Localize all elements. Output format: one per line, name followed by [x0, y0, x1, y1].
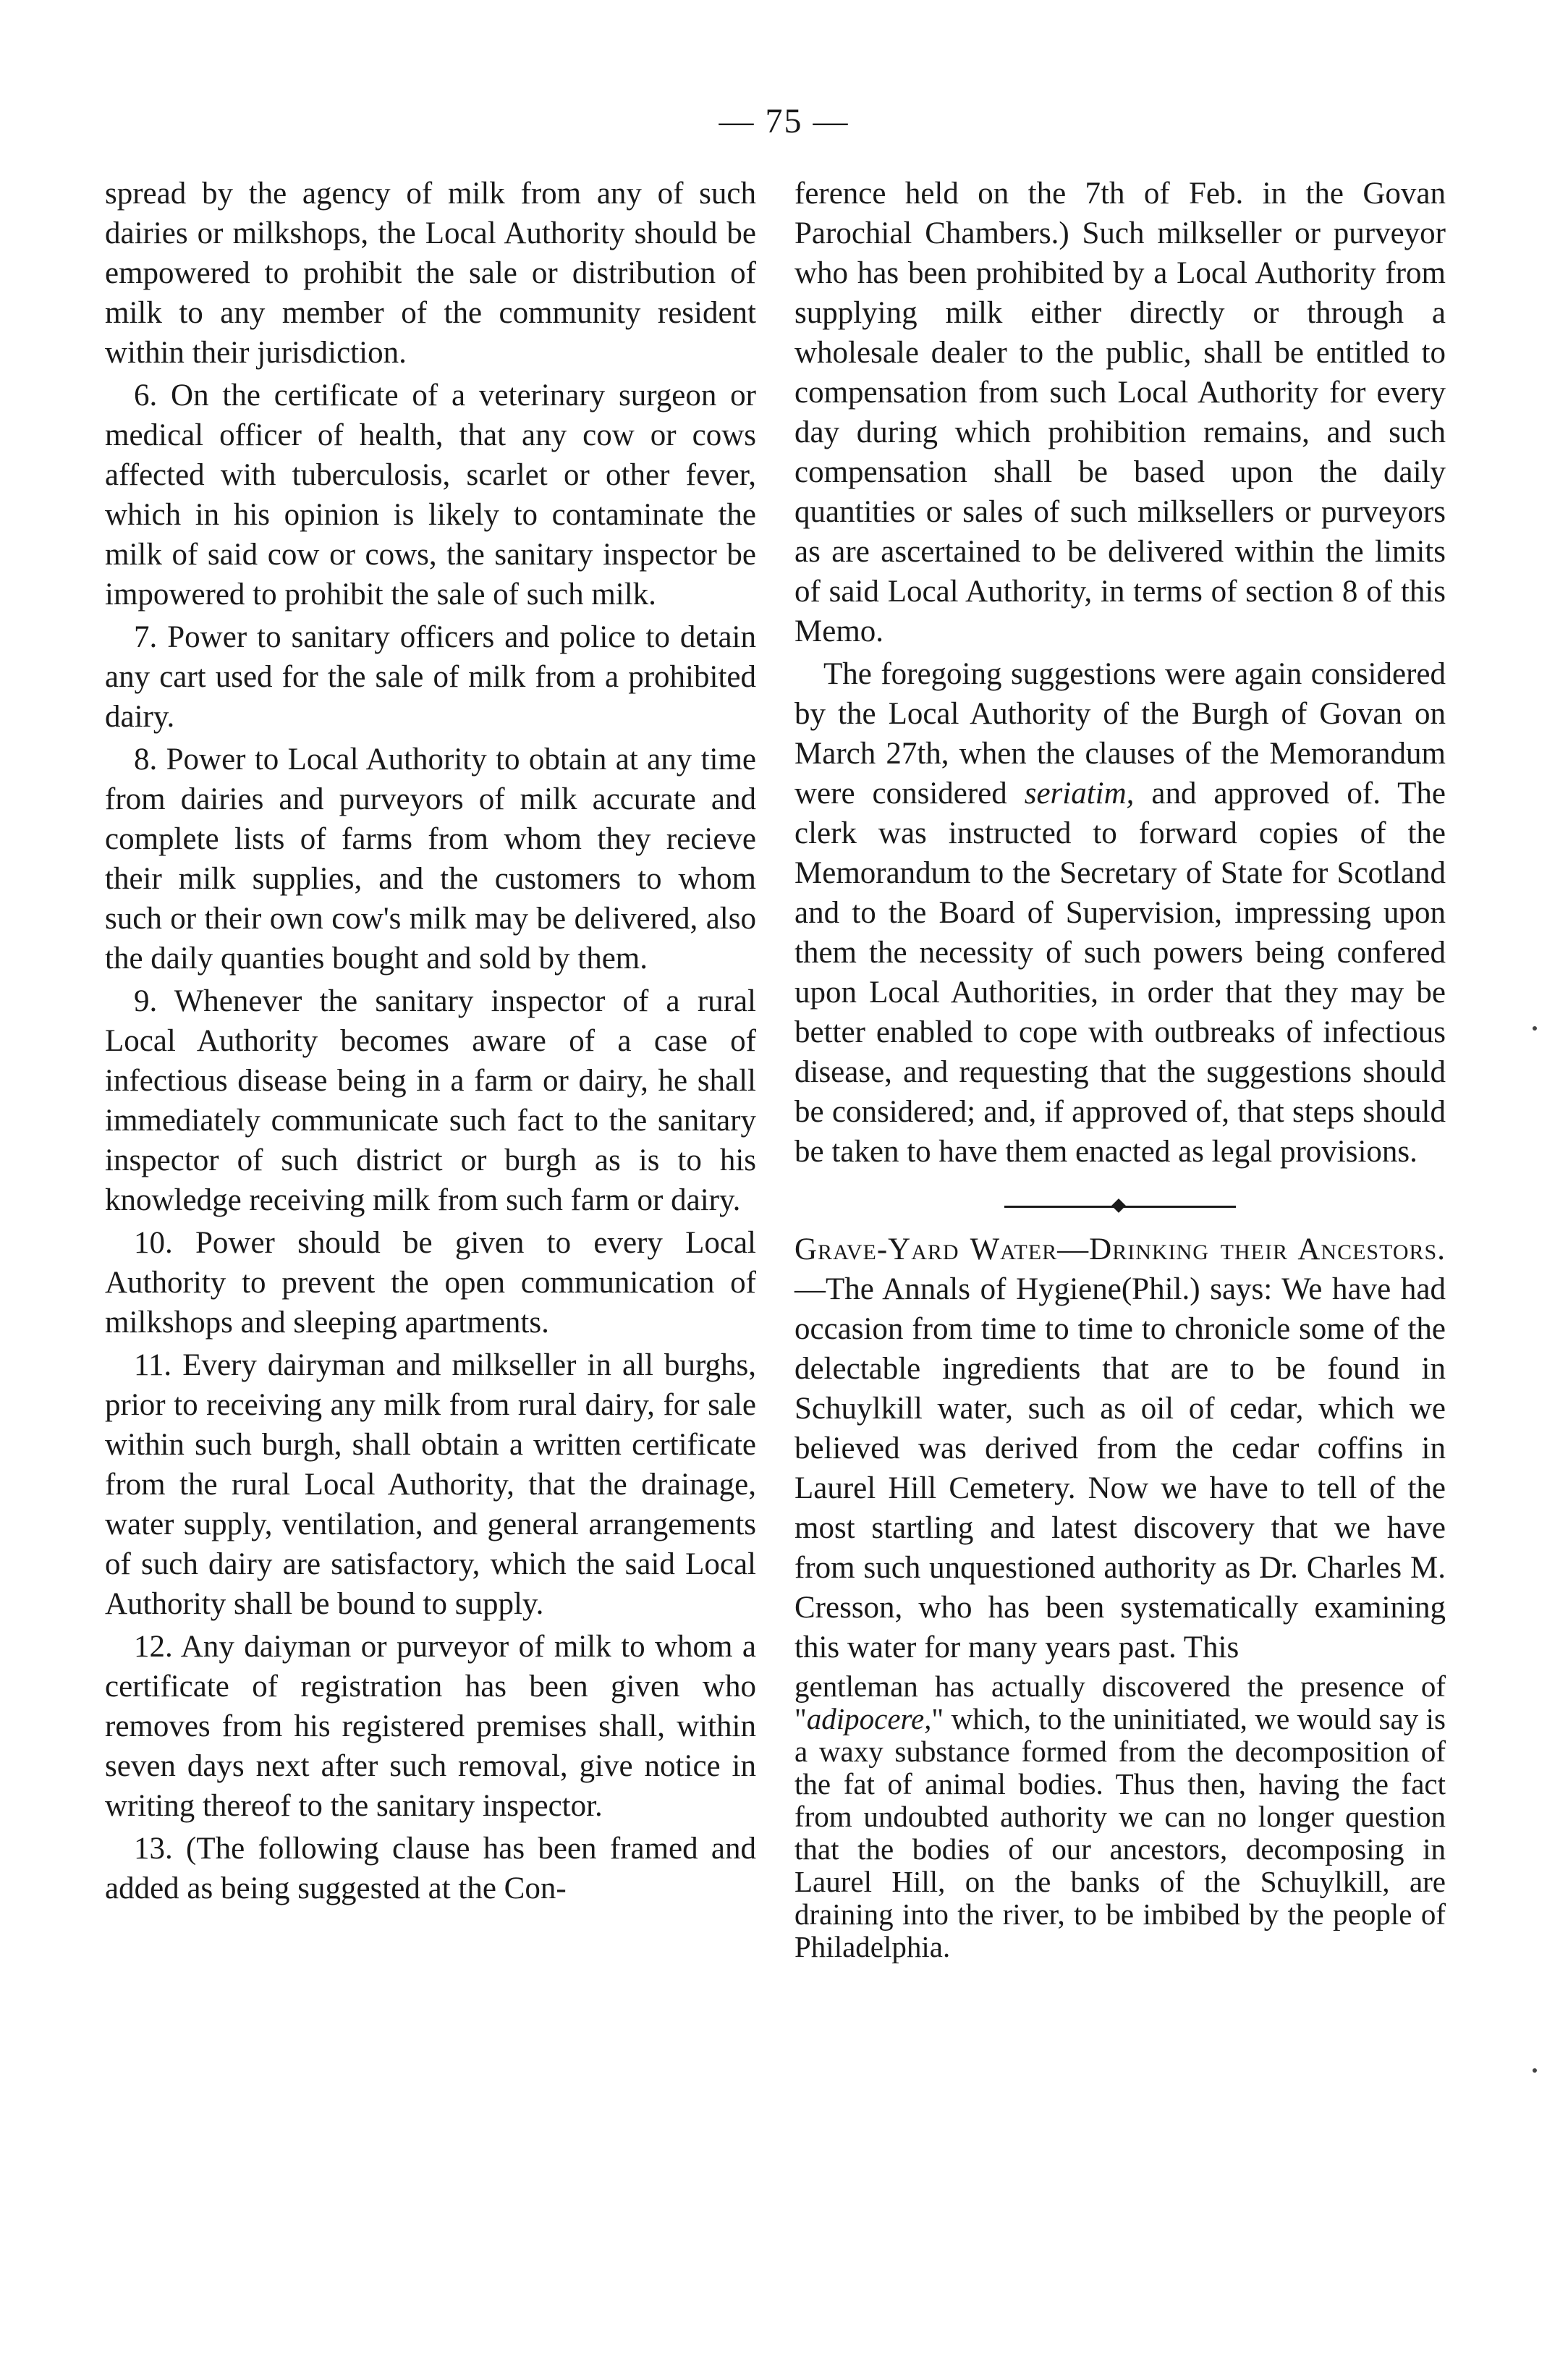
clause-13: 13. (The following clause has been framed and added as being suggested at the Con-	[105, 1832, 756, 1905]
paragraph-intro-continuation: spread by the agency of milk from any of such dairies or milkshops, the Local Authority should be empowered to prohibit the sale or distribution of milk to any member of the community resident within their jurisdiction.	[105, 177, 756, 370]
clause-7: 7. Power to sanitary officers and police to detain any cart used for the sale of milk from a prohibited dairy.	[105, 620, 756, 734]
divider-diamond-ornament	[1111, 1198, 1126, 1213]
clause-8: 8. Power to Local Authority to obtain at any time from dairies and purveyors of milk accurate and complete lists of farms from whom they recieve their milk supplies, and the customers to whom such or their own cow's milk may be delivered, also the daily quanties bought and sold by them.	[105, 742, 756, 976]
clause-11: 11. Every dairyman and milkseller in all burghs, prior to receiving any milk from rural dairy, for sale within such burgh, shall obtain a written certificate from the rural Local Authority, that the drainage, water supply, ventilation, and general arrangements of such dairy are satisfactory, which the said Local Authority shall be bound to supply.	[105, 1348, 756, 1621]
clause-9: 9. Whenever the sanitary inspector of a rural Local Authority becomes aware of a case of infectious disease being in a farm or dairy, he shall immediately communicate such fact to the sanitary inspector of such district or burgh as is to his knowledge receiving milk from such farm or dairy.	[105, 984, 756, 1217]
margin-speck	[1533, 1026, 1537, 1031]
foregoing-italic-seriatim: seriatim,	[1024, 777, 1135, 811]
article-heading: Grave-Yard Water—Drinking their Ancestors.	[794, 1232, 1446, 1266]
paragraph-foregoing	[794, 654, 1446, 1172]
article-tail-end: " which, to the uninitiated, we would say is a waxy substance formed from the decomposition of the fat of animal bodies. Thus then, having the fact from undoubted authority we can no longer question that the bodies of our ancestors, decomposing in Laurel Hill, on the banks of the Schuylkill, are draining into the river, to be imbibed by the people of Philadelphia.	[794, 1702, 1446, 1963]
article-tail-start: gentleman has actually discovered the presence of "	[794, 1670, 1446, 1735]
clause-13-continuation: ference held on the 7th of Feb. in the Govan Parochial Chambers.) Such milkseller or purveyor who has been prohibited by a Local Authority from supplying milk either directly or through a wholesale dealer to the public, shall be entitled to compensation from such Local Authority for every day during which prohibition remains, and such compensation shall be based upon the daily quantities or sales of such milksellers or purveyors as are ascertained to be delivered within the limits of said Local Authority, in terms of section 8 of this Memo.	[794, 177, 1446, 648]
foregoing-text-end: and approved of. The clerk was instructed to forward copies of the Memorandum to the Secretary of State for Scotland and to the Board of Supervision, impressing upon them the necessity of such powers being confered upon Local Authorities, in order that they may be better enabled to cope with outbreaks of infectious disease, and requesting that the suggestions should be considered; and, if approved of, that steps should be taken to have them enacted as legal provisions.	[794, 777, 1446, 1169]
article-tail-italic-adipocere: adipocere,	[806, 1702, 932, 1735]
margin-speck	[1533, 2068, 1537, 2073]
left-column	[105, 174, 756, 1908]
section-divider	[794, 1190, 1446, 1222]
clause-6: 6. On the certificate of a veterinary surgeon or medical officer of health, that any cow or cows affected with tuberculosis, scarlet or other fever, which in his opinion is likely to contaminate the milk of said cow or cows, the sanitary inspector be impowered to prohibit the sale of such milk.	[105, 378, 756, 612]
foregoing-text-start: The foregoing suggestions were again considered by the Local Authority of the Burgh of Govan on March 27th, when the clauses of the Memorandum were considered	[794, 657, 1446, 811]
article-grave-yard-water	[794, 1230, 1446, 1667]
article-tail	[794, 1670, 1446, 1963]
article-body: —The Annals of Hygiene(Phil.) says: We have had occasion from time to time to chronicle some of the delectable ingredients that are to be found in Schuylkill water, such as oil of cedar, which we believed was derived from the cedar coffins in Laurel Hill Cemetery. Now we have to tell of the most startling and latest discovery that we have from such unquestioned authority as Dr. Charles M. Cresson, who has been systematically examining this water for many years past. This	[794, 1272, 1446, 1664]
page-number: — 75 —	[719, 102, 849, 140]
clause-10: 10. Power should be given to every Local Authority to prevent the open communication of milkshops and sleeping apartments.	[105, 1226, 756, 1340]
clause-12: 12. Any daiyman or purveyor of milk to whom a certificate of registration has been given who removes from his registered premises shall, within seven days next after such removal, give notice in writing thereof to the sanitary inspector.	[105, 1630, 756, 1823]
right-column	[794, 174, 1446, 1963]
